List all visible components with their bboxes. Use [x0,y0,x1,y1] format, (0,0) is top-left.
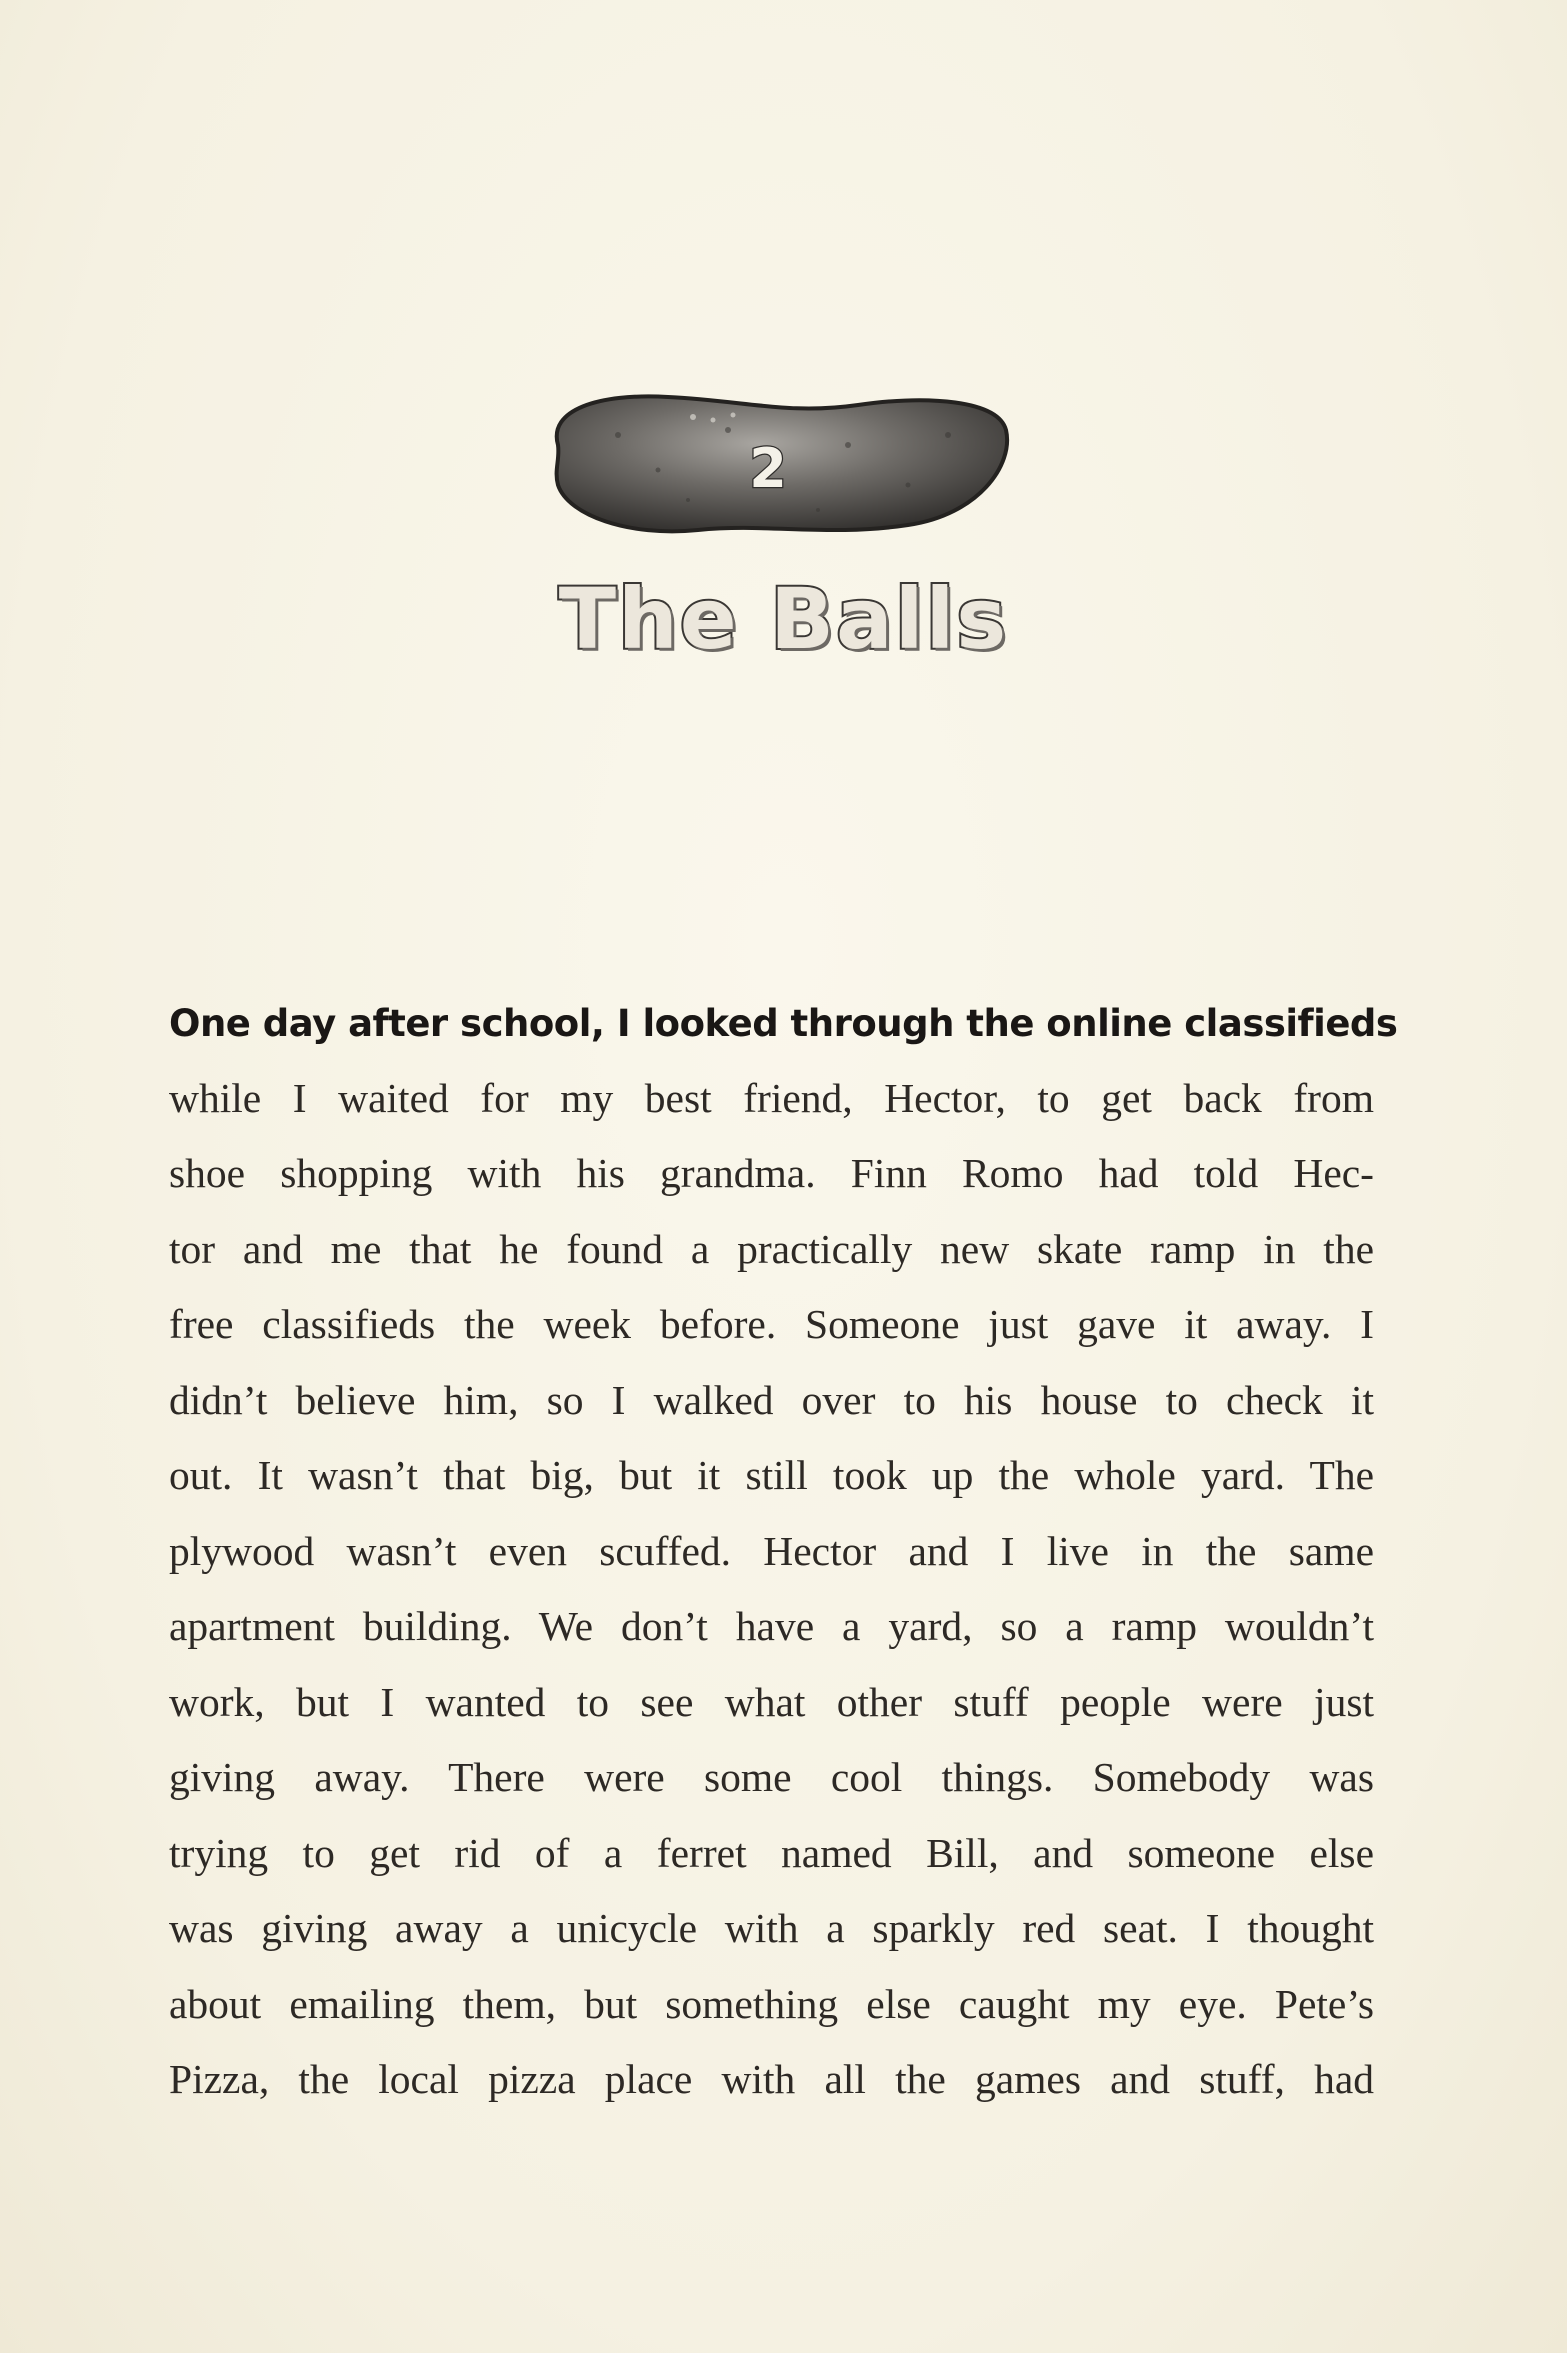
text-line: out. It wasn’t that big, but it still took up the whole yard. The [169,1452,1374,1498]
text-line: work, but I wanted to see what other stuff people were just [169,1678,1374,1725]
text-line [169,985,1398,1061]
text-line: free classifieds the week before. Someone just gave it away. I [169,1301,1374,1347]
text-line: giving away. There were some cool things. Somebody was [169,1754,1374,1800]
text-line: tor and me that he found a practically new skate ramp in the [169,1225,1374,1272]
text-line: didn’t believe him, so I walked over to his house to check it [169,1376,1374,1423]
text-line: was giving away a unicycle with a sparkly red seat. I thought [169,1905,1374,1951]
body-paragraph [169,985,1398,2118]
text-line: about emailing them, but something else caught my eye. Pete’s [169,1980,1374,2027]
chapter-title: The Balls [558,570,1009,668]
lead-in: One day after school, I looked through the online classifieds [169,1002,1398,1045]
text-line: trying to get rid of a ferret named Bill, and someone else [169,1829,1374,1876]
text-line: apartment building. We don’t have a yard, so a ramp wouldn’t [169,1603,1374,1649]
chapter-badge [528,375,1013,550]
chapter-number: 2 [749,437,787,500]
text-line: plywood wasn’t even scuffed. Hector and I live in the same [169,1527,1374,1574]
text-line: while I waited for my best friend, Hector, to get back from [169,1074,1374,1121]
pickle-icon [528,375,1013,550]
text-line: Pizza, the local pizza place with all the games and stuff, had [169,2056,1374,2102]
text-line: shoe shopping with his grandma. Finn Romo had told Hec- [169,1150,1374,1196]
